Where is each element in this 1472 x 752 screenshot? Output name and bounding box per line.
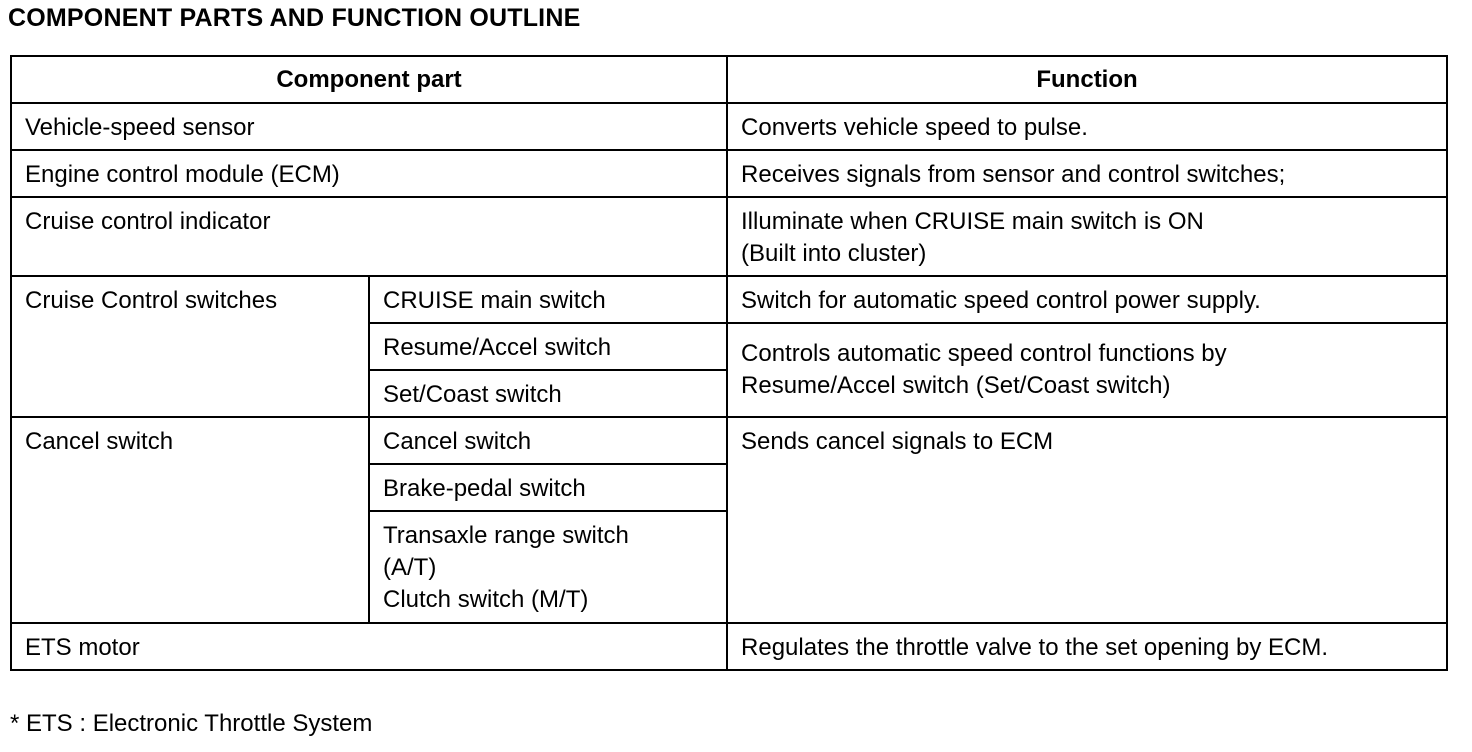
component-group-cell [11, 417, 369, 623]
component-transaxle-range-switch: Transaxle range switch [383, 522, 629, 549]
table-row [11, 103, 1447, 150]
component-transaxle-at: (A/T) [383, 554, 437, 581]
component-cell [11, 623, 727, 670]
function-cell [727, 150, 1447, 197]
function-cell [727, 323, 1447, 417]
subcomponent-cell [369, 417, 727, 464]
footnote: * ETS : Electronic Throttle System [10, 710, 373, 737]
component-cruise-indicator: Cruise control indicator [25, 208, 271, 235]
subcomponent-cell [369, 370, 727, 417]
component-set-coast-switch: Set/Coast switch [383, 381, 562, 408]
component-clutch-switch: Clutch switch (M/T) [383, 586, 589, 613]
component-cell [11, 150, 727, 197]
subcomponent-cell [369, 464, 727, 511]
header-function: Function [727, 56, 1447, 103]
component-cruise-control-switches: Cruise Control switches [25, 287, 278, 314]
table-row [11, 276, 1447, 323]
function-cell [727, 417, 1447, 623]
function-cell [727, 103, 1447, 150]
component-group-cell [11, 276, 369, 417]
component-resume-accel-switch: Resume/Accel switch [383, 334, 612, 361]
table-row [11, 197, 1447, 276]
component-vehicle-speed-sensor: Vehicle-speed sensor [25, 114, 255, 141]
component-cell [11, 197, 727, 276]
table-header-row [11, 56, 1447, 103]
subcomponent-cell [369, 511, 727, 623]
function-vehicle-speed-sensor: Converts vehicle speed to pulse. [741, 114, 1088, 141]
function-ecm: Receives signals from sensor and control switches; [741, 161, 1286, 188]
function-cruise-indicator-line1: Illuminate when CRUISE main switch is ON [741, 208, 1204, 235]
function-cruise-main-switch: Switch for automatic speed control power supply. [741, 287, 1261, 314]
function-cancel: Sends cancel signals to ECM [741, 428, 1054, 455]
component-cancel-switch: Cancel switch [383, 428, 532, 455]
function-cruise-indicator-line2: (Built into cluster) [741, 240, 927, 267]
table-row [11, 150, 1447, 197]
component-ecm: Engine control module (ECM) [25, 161, 340, 188]
table-row [11, 417, 1447, 464]
function-ets-motor: Regulates the throttle valve to the set opening by ECM. [741, 634, 1329, 661]
component-function-table [10, 55, 1448, 671]
function-resume-set-line1: Controls automatic speed control functions by [741, 340, 1227, 367]
subcomponent-cell [369, 276, 727, 323]
function-cell [727, 623, 1447, 670]
function-resume-set-line2: Resume/Accel switch (Set/Coast switch) [741, 372, 1171, 399]
subcomponent-cell [369, 323, 727, 370]
function-cell [727, 197, 1447, 276]
component-ets-motor: ETS motor [25, 634, 140, 661]
header-component-part: Component part [11, 56, 727, 103]
page-title: COMPONENT PARTS AND FUNCTION OUTLINE [8, 4, 581, 32]
component-cell [11, 103, 727, 150]
component-cruise-main-switch: CRUISE main switch [383, 287, 606, 314]
component-cancel-switch-group: Cancel switch [25, 428, 174, 455]
table-row [11, 623, 1447, 670]
function-cell [727, 276, 1447, 323]
component-brake-pedal-switch: Brake-pedal switch [383, 475, 586, 502]
